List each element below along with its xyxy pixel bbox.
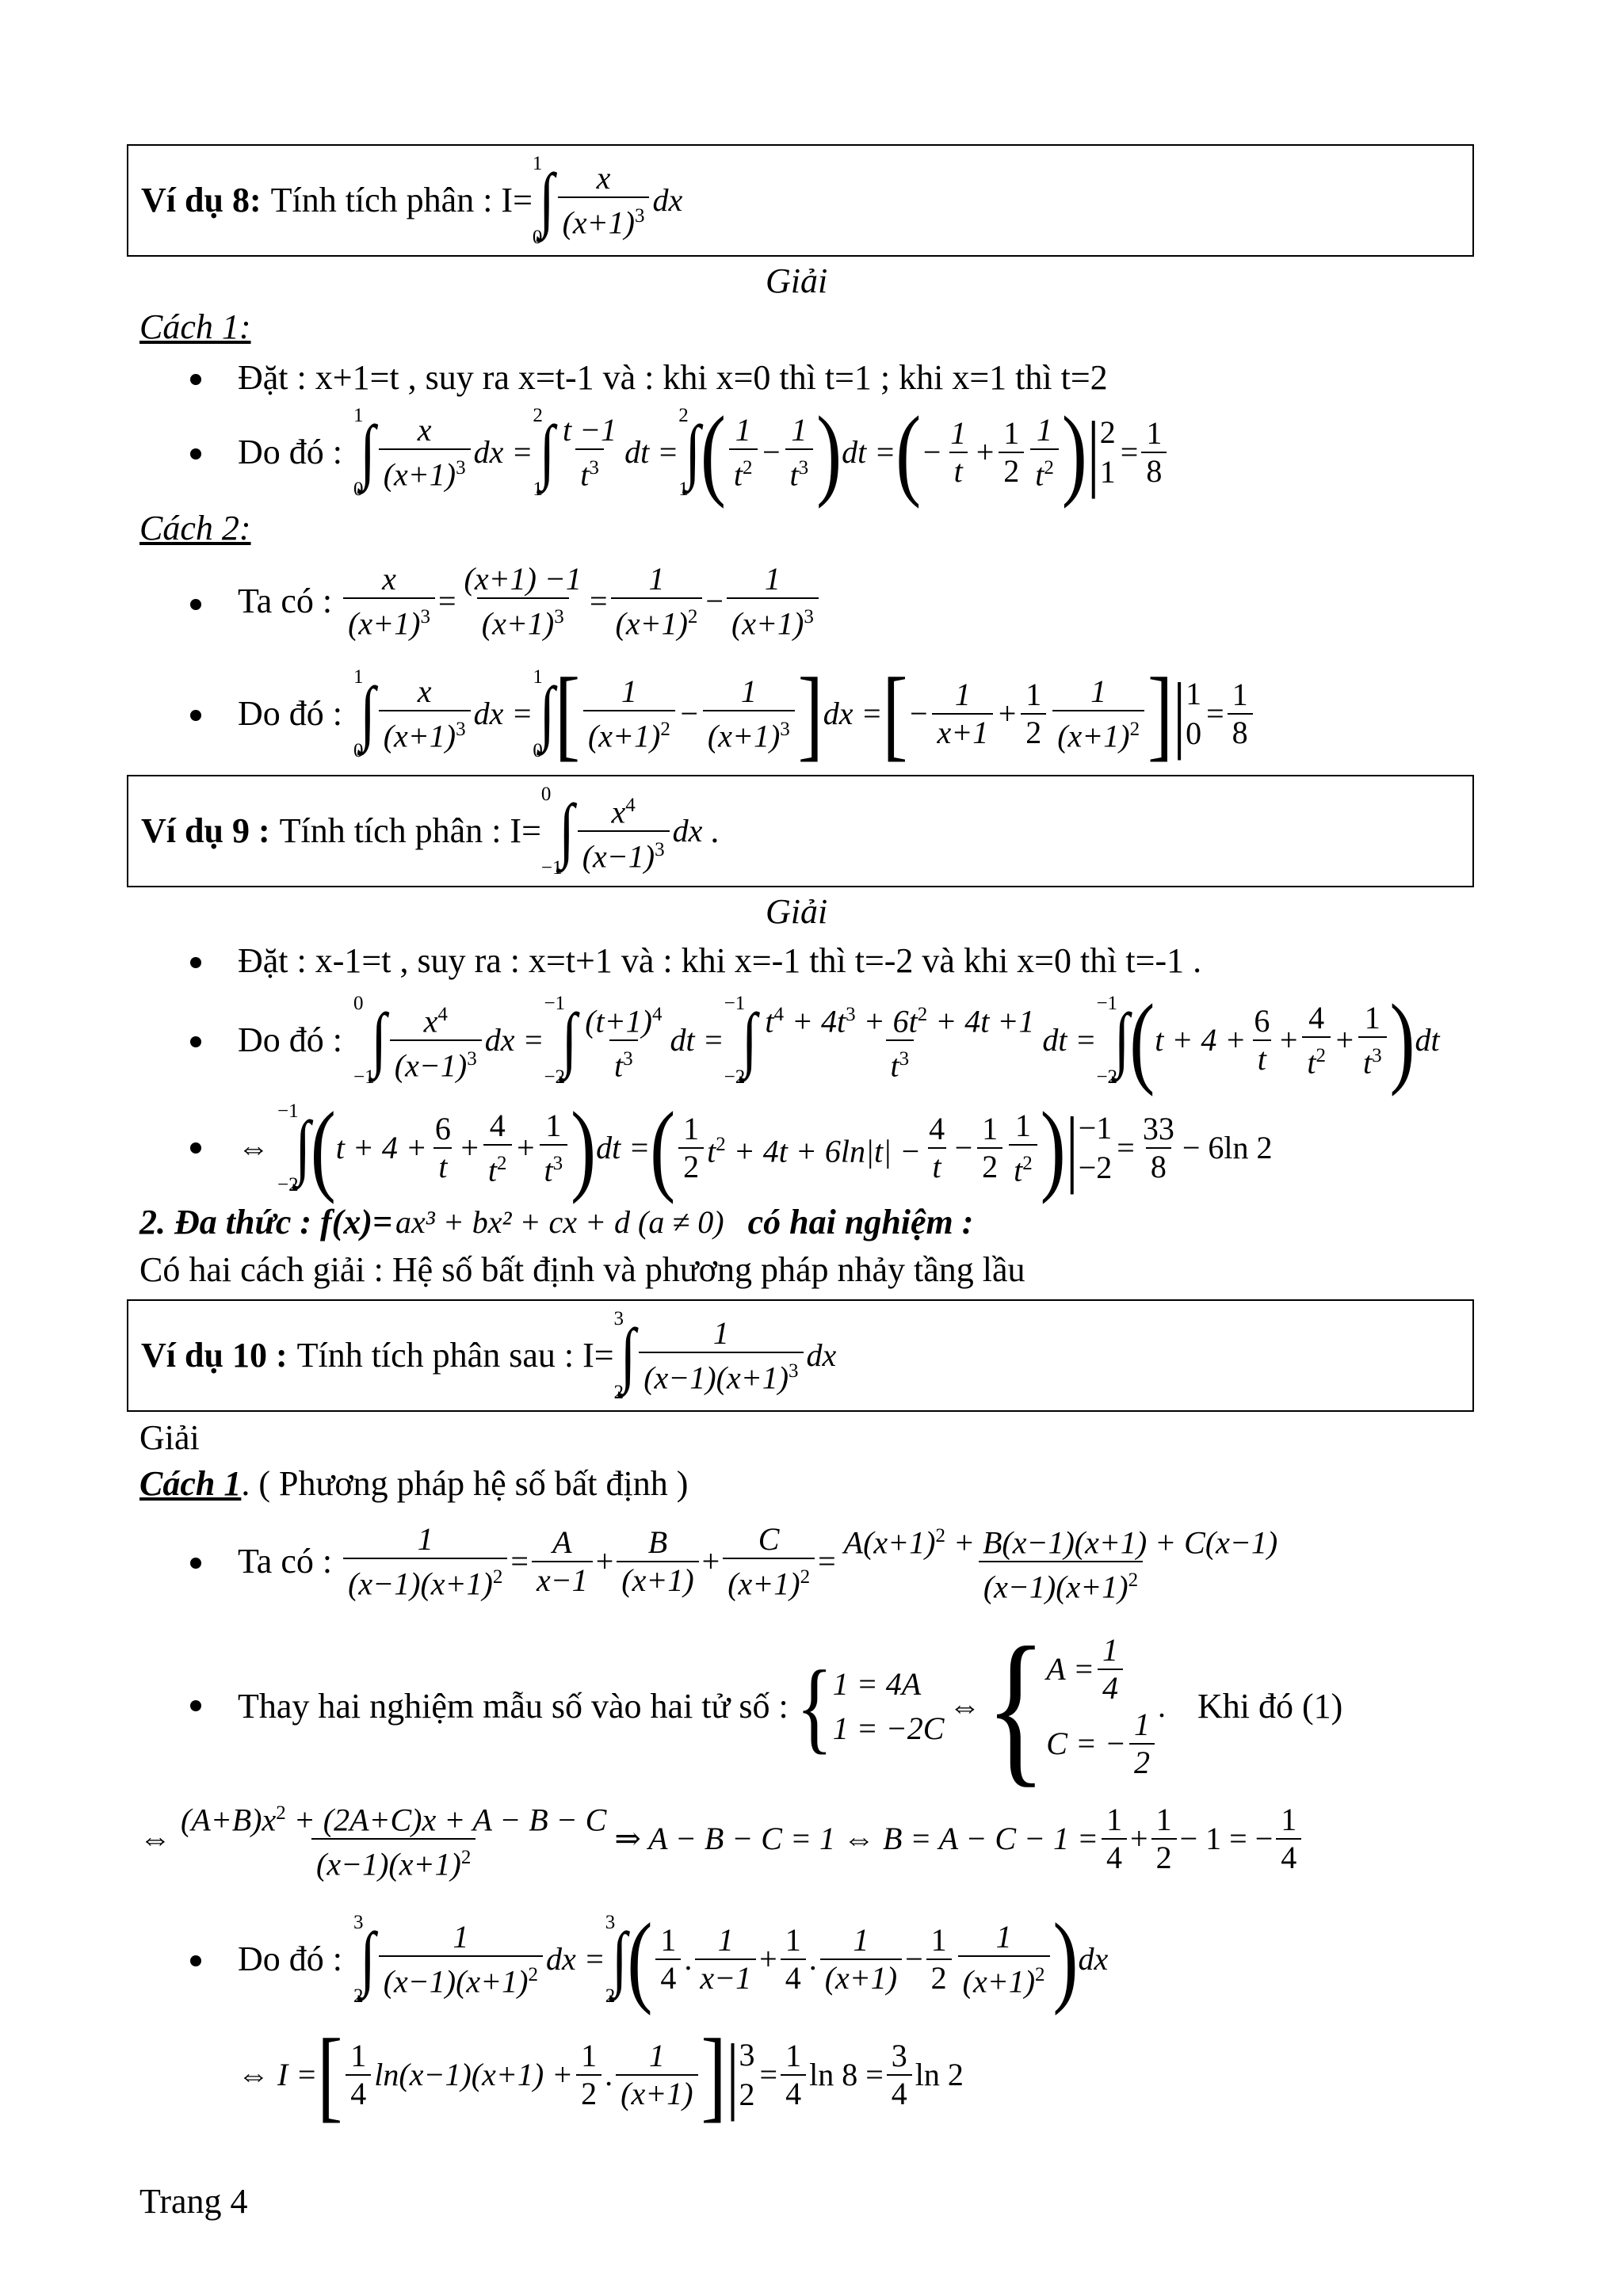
- bullet: [190, 1700, 201, 1711]
- giai-heading-2: Giải: [766, 892, 828, 931]
- example-9-label: Ví dụ 9 :: [141, 811, 270, 850]
- example-10-system: Thay hai nghiệm mẫu số vào hai tử số : { 1 = 4A 1 = −2C ⇔ { A = $\frac{1}{4}$ C = − $\frac{1}{2}$ . Khi đó (1): [238, 1611, 1343, 1802]
- example-10-statement: Ví dụ 10 : Tính tích phân sau : I= 3 2 ∫ $\frac{1}{(x-1)(x+1)^3}$ dx: [141, 1308, 837, 1403]
- cach-1b-title: Cách 1. ( Phương pháp hệ số bất định ): [139, 1464, 689, 1503]
- example-8-fraction: $\frac{x}{(x+1)^3}$: [558, 160, 650, 241]
- example-9-text: Tính tích phân : I=: [279, 811, 541, 850]
- bullet: [190, 1955, 201, 1966]
- cach-2-title: Cách 2:: [139, 509, 251, 547]
- bullet: [190, 448, 201, 460]
- example-9-fraction: $\frac{x^4}{(x-1)^3}$: [578, 788, 670, 875]
- page-footer: Trang 4: [139, 2182, 248, 2221]
- giai-heading-1: Giải: [766, 261, 828, 300]
- example-9-equation: Do đó : 0 −1 ∫ $\frac{x^4}{(x-1)^3}$ dx = −1 −2 ∫ $\frac{(t+1)^4}{t^3}$ dt = −1 −2 ∫ $\frac{t^4 + 4t^3 + 6t^2 + 4t +1}{t^3}$ dt = −1 −2 ∫ ( t + 4 + $\frac{6}{t}$ + $\frac{4}{t^2}$ + $\frac{1}{t^3}$ ) dt: [238, 982, 1440, 1097]
- example-8-label: Ví dụ 8:: [141, 181, 262, 219]
- section-2-description: Có hai cách giải : Hệ số bất định và phương pháp nhảy tầng lầu: [139, 1250, 1025, 1289]
- bullet: [190, 374, 201, 385]
- giai-heading-3: Giải: [139, 1418, 200, 1457]
- bullet: [190, 957, 201, 968]
- bullet: [190, 1036, 201, 1047]
- example-9-line-1: Đặt : x-1=t , suy ra : x=t+1 và : khi x=-1 thì t=-2 và khi x=0 thì t=-1 .: [238, 941, 1202, 980]
- example-10-label: Ví dụ 10 :: [141, 1336, 288, 1375]
- bullet: [190, 710, 201, 721]
- integral-symbol: ∫: [539, 160, 555, 240]
- section-2-title: 2. Đa thức : f(x)= ax³ + bx² + cx + d (a ≠ 0) có hai nghiệm :: [139, 1203, 974, 1241]
- cach-1-line-1: Đặt : x+1=t , suy ra x=t-1 và : khi x=0 thì t=1 ; khi x=1 thì t=2: [238, 358, 1108, 397]
- cach-1-title: Cách 1:: [139, 307, 251, 346]
- example-8-text: Tính tích phân : I=: [270, 181, 533, 219]
- example-10-result: ⇔ I = [ $\frac{1}{4}$ ln(x−1)(x+1) + $\frac{1}{2}$ . $\frac{1}{(x+1)}$ ] | 3 2 = $\frac{1}{4}$ ln 8 = $\frac{3}{4}$ ln 2: [238, 2017, 964, 2132]
- example-10-text: Tính tích phân sau : I=: [296, 1336, 614, 1375]
- bullet: [190, 1558, 201, 1569]
- example-9-statement: Ví dụ 9 : Tính tích phân : I= 0 −1 ∫ $\frac{x^4}{(x-1)^3}$ dx .: [141, 784, 720, 879]
- cach-1-equation: Do đó : 1 0 ∫ $\frac{x}{(x+1)^3}$ dx = 2 1 ∫ $\frac{t -1}{t^3}$ dt = 2 1 ∫ ( $\frac{1}{t^2}$ − $\frac{1}{t^3}$ ) dt = ( − $\frac{1}{t}$ + $\frac{1}{2}$ $\frac{1}{t^2}$ ) | 2 1 = $\frac{1}{8}$: [238, 406, 1170, 499]
- bullet: [190, 1142, 201, 1154]
- cach-2-equation: Do đó : 1 0 ∫ $\frac{x}{(x+1)^3}$ dx = 1 0 ∫ [ $\frac{1}{(x+1)^2}$ − $\frac{1}{(x+1)^3}$ ] dx = [ − $\frac{1}{x+1}$ + $\frac{1}{2}$ $\frac{1}{(x+1)^2}$ ] | 1 0 = $\frac{1}{8}$: [238, 667, 1256, 761]
- example-10-coefficients: ⇔ $\frac{(A+B)x^2 + (2A+C)x + A - B - C}{(x-1)(x+1)^2}$ ⇒ A − B − C = 1 ⇔ B = A − C − 1 = $\frac{1}{4}$ + $\frac{1}{2}$ − 1 = − $\frac{1}{4}$: [139, 1792, 1304, 1886]
- example-10-fraction: $\frac{1}{(x-1)(x+1)^3}$: [639, 1315, 803, 1396]
- example-9-result: ⇔ −1 −2 ∫ ( t + 4 + $\frac{6}{t}$ + $\frac{4}{t^2}$ + $\frac{1}{t^3}$ ) dt = ( $\frac{1}{2}$ $t^2 + 4t + 6\ln|t|$ − $\frac{4}{t}$ − $\frac{1}{2}$ $\frac{1}{t^2}$ ) | −1 −2 = $\frac{33}{8}$ − 6ln 2: [238, 1090, 1273, 1205]
- example-10-partial-fractions: Ta có : $\frac{1}{(x-1)(x+1)^2}$ = $\frac{A}{x-1}$ + $\frac{B}{(x+1)}$ + $\frac{C}{(x+1)^2}$ = $\frac{A(x+1)^2 + B(x-1)(x+1) + C(x-1)}{(x-1)(x+1)^2}$: [238, 1520, 1278, 1605]
- example-10-integral: Do đó : 3 2 ∫ $\frac{1}{(x-1)(x+1)^2}$ dx = 3 2 ∫ ( $\frac{1}{4}$ . $\frac{1}{x-1}$ + $\frac{1}{4}$ . $\frac{1}{(x+1)}$ − $\frac{1}{2}$ $\frac{1}{(x+1)^2}$ ) dx: [238, 1901, 1109, 2016]
- cach-2-identity: Ta có : $\frac{x}{(x+1)^3}$ = $\frac{(x+1) -1}{(x+1)^3}$ = $\frac{1}{(x+1)^2}$ − $\frac{1}{(x+1)^3}$: [238, 558, 822, 645]
- bullet: [190, 599, 201, 610]
- example-8-statement: Ví dụ 8: Tính tích phân : I= 1 0 ∫ $\frac{x}{(x+1)^3}$ dx: [141, 151, 682, 250]
